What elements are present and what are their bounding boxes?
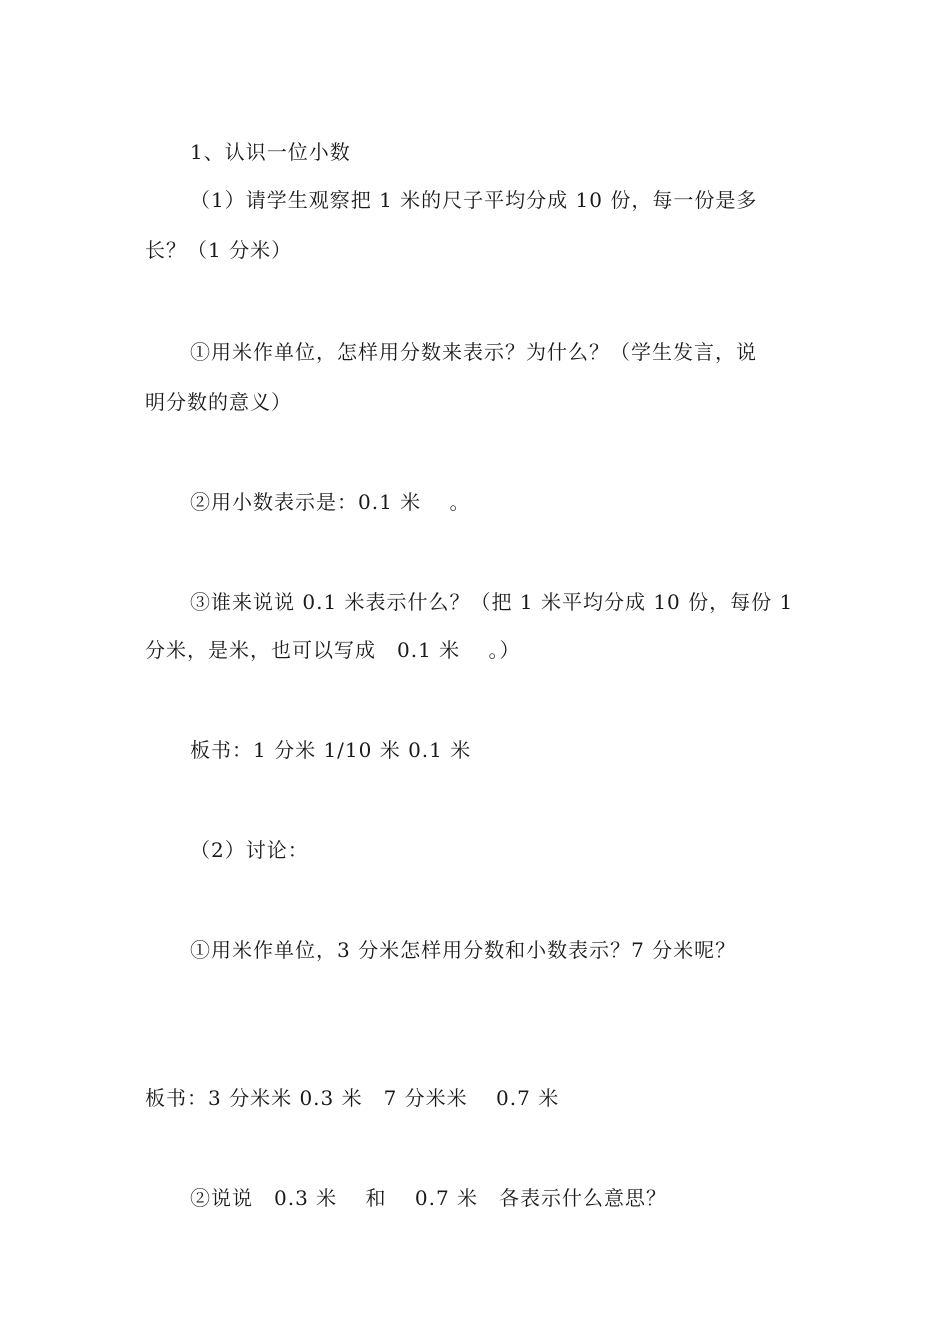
question-2: ②用小数表示是：0.1 米 。 (190, 490, 471, 514)
paragraph-1-line-1: （1）请学生观察把 1 米的尺子平均分成 10 份，每一份是多 (190, 188, 758, 212)
board-note-2: 板书：3 分米米 0.3 米 7 分米米 0.7 米 (145, 1086, 560, 1110)
section-heading: 1、认识一位小数 (190, 140, 351, 164)
question-1-line-2: 明分数的意义） (145, 390, 292, 414)
question-3-line-2: 分米，是米，也可以写成 0.1 米 。） (145, 638, 521, 662)
question-1-line-1: ①用米作单位，怎样用分数来表示？为什么？（学生发言，说 (190, 340, 757, 364)
question-3-line-1: ③谁来说说 0.1 米表示什么？（把 1 米平均分成 10 份，每份 1 (190, 590, 794, 614)
paragraph-1-line-2: 长？（1 分米） (145, 238, 293, 262)
discussion-item-1: ①用米作单位，3 分米怎样用分数和小数表示？7 分米呢？ (190, 938, 737, 962)
board-note-1: 板书：1 分米 1/10 米 0.1 米 (190, 738, 472, 762)
discussion-heading: （2）讨论： (190, 838, 309, 862)
discussion-item-2: ②说说 0.3 米 和 0.7 米 各表示什么意思？ (190, 1186, 668, 1210)
